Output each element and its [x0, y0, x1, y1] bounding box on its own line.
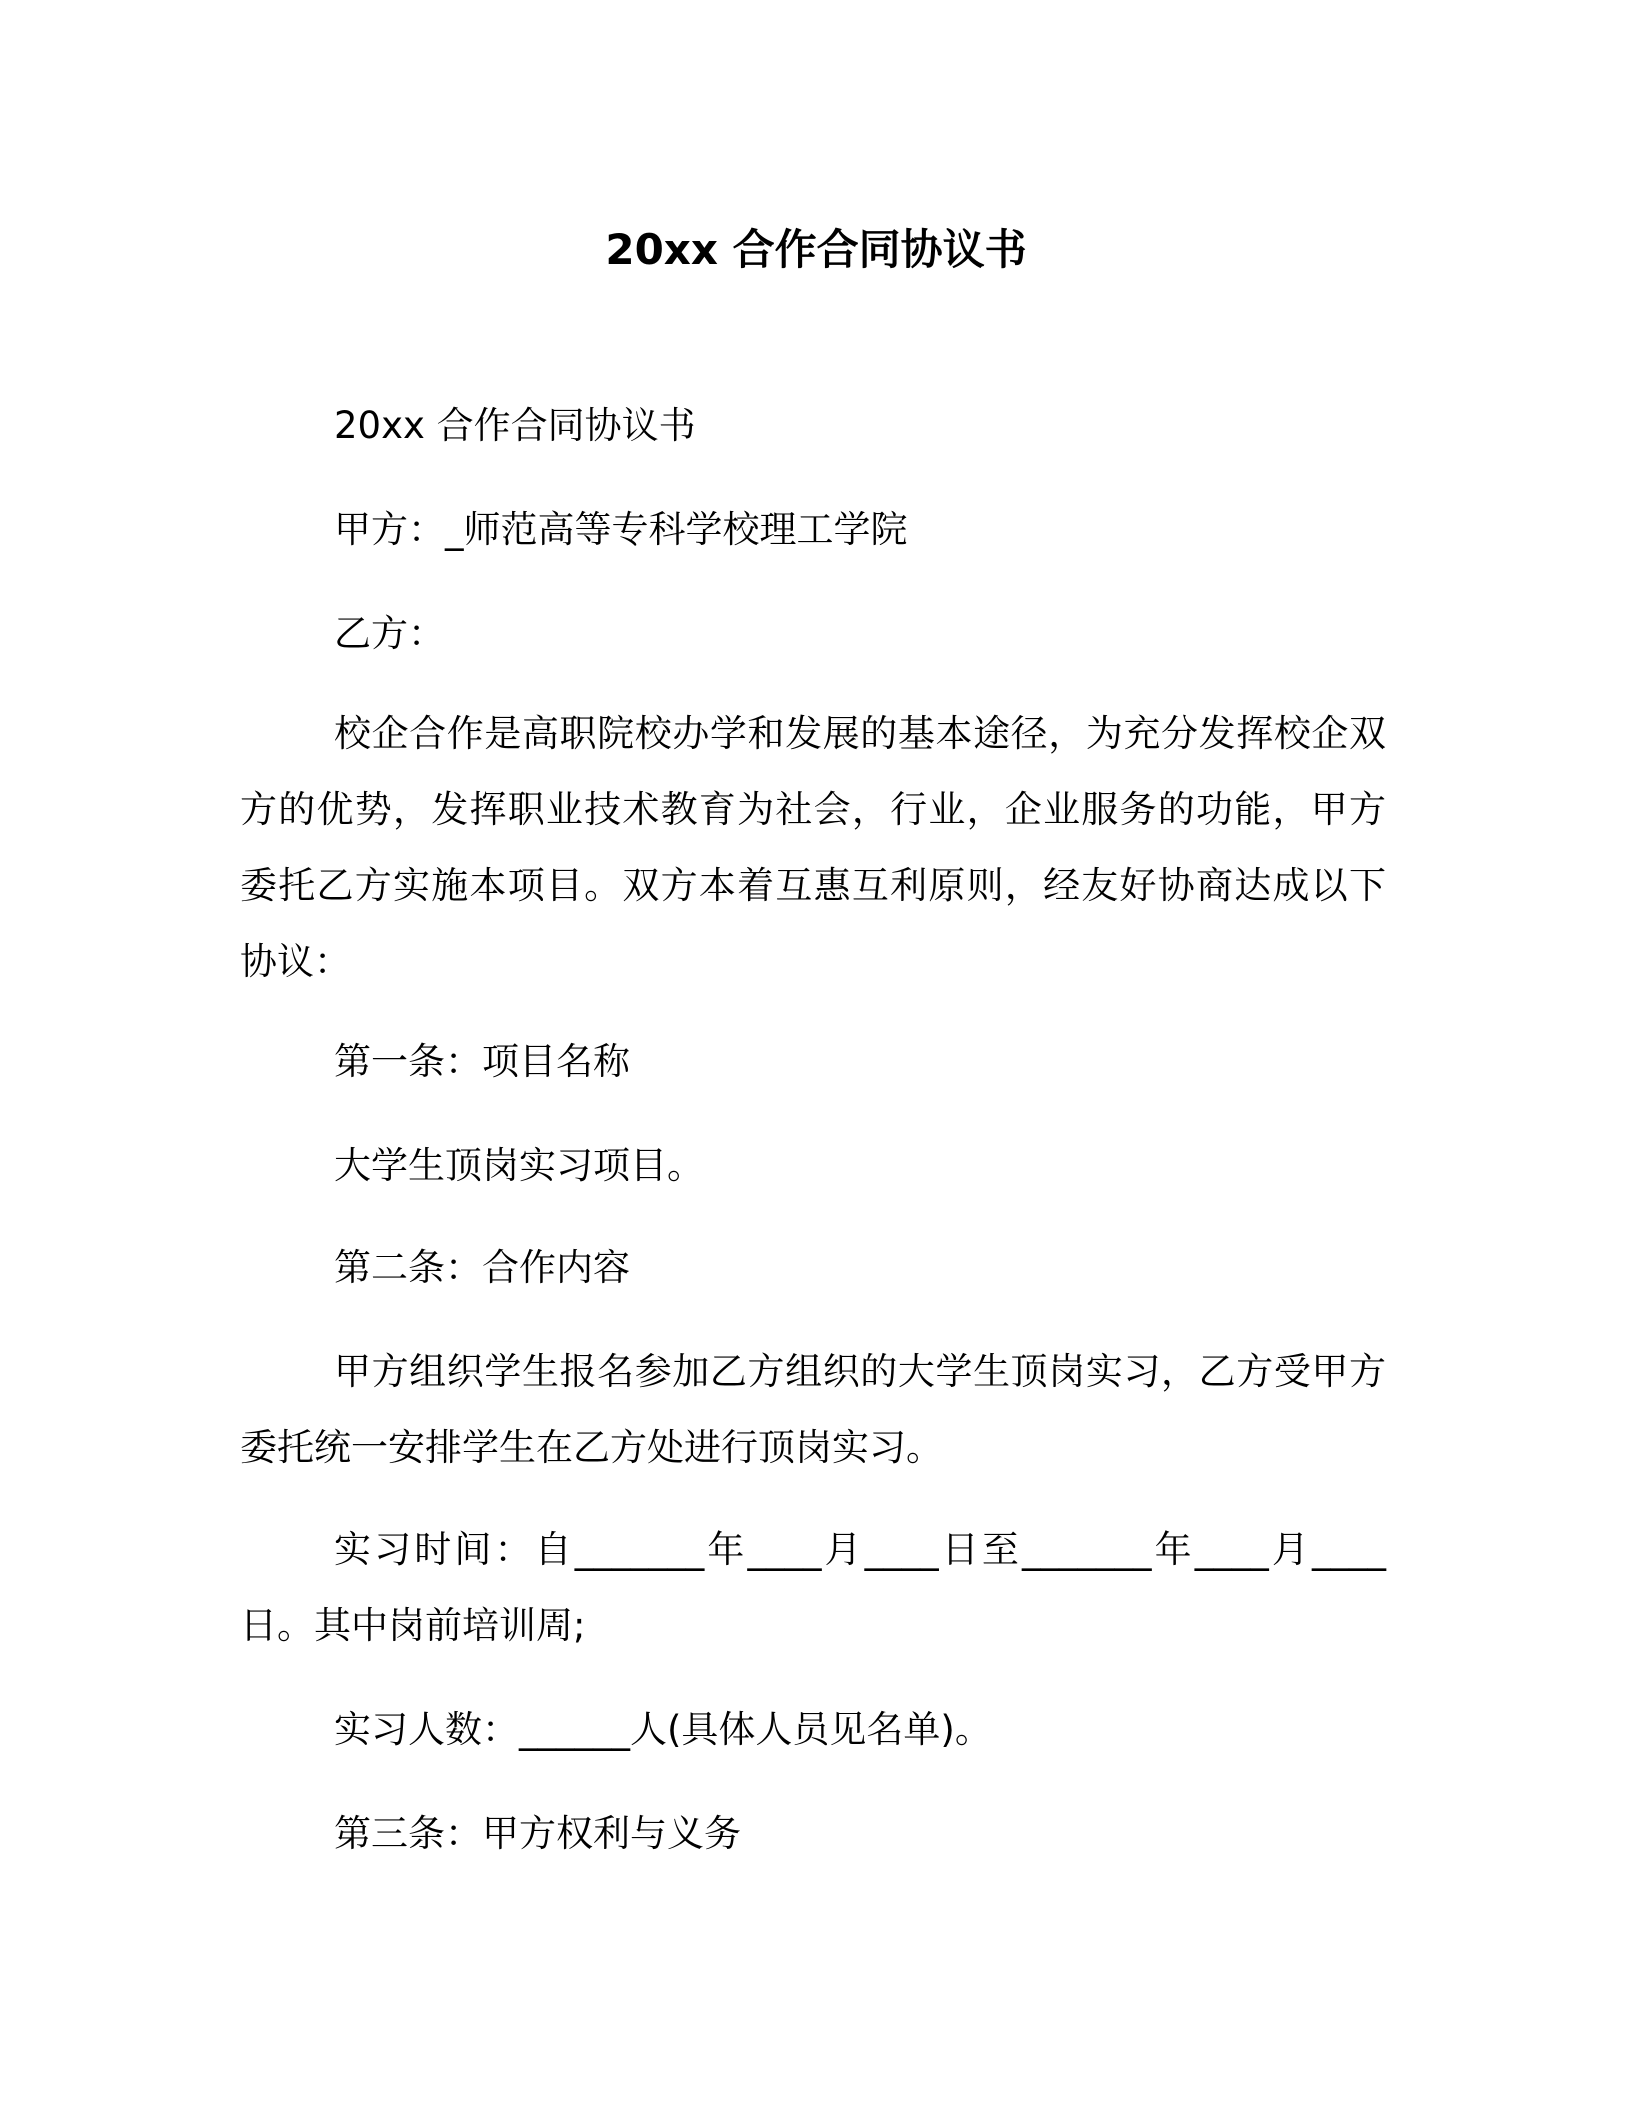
internship-count-line: 实习人数：______人(具体人员见名单)。 — [334, 1708, 992, 1751]
article3-heading: 第三条：甲方权利与义务 — [334, 1812, 741, 1855]
article2-body: 甲方组织学生报名参加乙方组织的大学生顶岗实习，乙方受甲方委托统一安排学生在乙方处进行顶岗实习。 — [240, 1350, 1386, 1469]
article1-body: 大学生顶岗实习项目。 — [334, 1144, 704, 1187]
document-title: 20xx 合作合同协议书 — [605, 225, 1027, 274]
party-a-line: 甲方：_师范高等专科学校理工学院 — [334, 508, 908, 551]
party-b-line: 乙方： — [334, 612, 445, 655]
article2-heading: 第二条：合作内容 — [334, 1246, 630, 1289]
intro-paragraph: 校企合作是高职院校办学和发展的基本途径，为充分发挥校企双方的优势，发挥职业技术教育为社会，行业，企业服务的功能，甲方委托乙方实施本项目。双方本着互惠互利原则，经友好协商达成以下协议： — [240, 712, 1386, 983]
internship-time-paragraph: 实习时间：自_______年____月____日至_______年____月____日。其中岗前培训周; — [240, 1528, 1386, 1647]
subtitle-line: 20xx 合作合同协议书 — [334, 404, 696, 447]
article1-heading: 第一条：项目名称 — [334, 1040, 630, 1083]
